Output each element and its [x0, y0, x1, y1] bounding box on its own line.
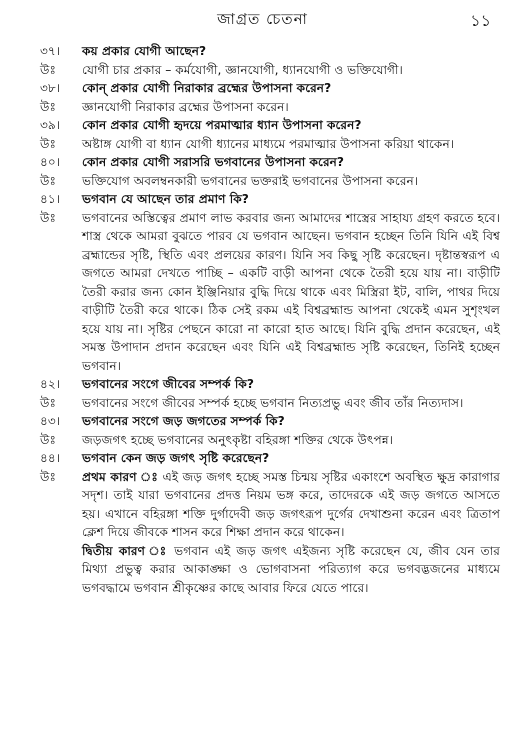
qa-item [40, 79, 500, 116]
question-number: ৪৩। [40, 414, 61, 428]
answer-text [82, 172, 500, 191]
reason-text: ভগবান এই জড় জগৎ এইজন্য সৃষ্টি করেছেন যে, জীব যেন তার মিথ্যা প্রভুত্ব করার আকাঙ্ক্ষা ও ভোগবাসনা পরিত্যাগ করে ভগবদ্ভজনের মাধ্যমে ভগবদ্ধামে ভগবান শ্রীকৃষ্ণের কাছে আবার ফিরে যেতে পারে। [82, 543, 500, 595]
qa-item [40, 42, 500, 79]
question-text: ভগবান কেন জড় জগৎ সৃষ্টি করেছেন? [82, 451, 270, 465]
answer-paragraph: ভগবানের অস্তিত্বের প্রমাণ লাভ করবার জন্য আমাদের শাস্ত্রের সাহায্য গ্রহণ করতে হবে। শাস্ত্র থেকে আমরা বুঝতে পারব যে ভগবান আছেন। ভগবান হচ্ছেন তিনি যিনি এই বিশ্ব ব্রহ্মান্ডের সৃষ্টি, স্থিতি এবং প্রলয়ের কারণ। যিনি সব কিছু সৃষ্টি করেছেন। দৃষ্টান্তস্বরূপ এ জগতে আমরা দেখতে পাচ্ছি – একটি বাড়ী আপনা থেকে তৈরী হয়ে যায় না। বাড়ীটি তৈরী করার জন্য কোন ইঞ্জিনিয়ার বুদ্ধি দিয়ে থাকে এবং মিস্ত্রিরা ইট, বালি, পাথর দিয়ে বাড়ীটি তৈরী করে থাকে। ঠিক সেই রকম এই বিশ্বব্রহ্মান্ড আপনা থেকেই এমন সুশৃংখল হয়ে যায় না। সৃষ্টির পেছনে কারো না কারো হাত আছে। যিনি বুদ্ধি প্রদান করেছেন, এই সমস্ত উপাদান প্রদান করেছেন এবং যিনি এই বিশ্বব্রহ্মান্ড সৃষ্টি করেছেন, তিনিই হচ্ছেন ভগবান। [82, 210, 500, 373]
answer-text [82, 98, 500, 117]
question-row [40, 375, 500, 394]
answer-row [40, 468, 500, 598]
question-number: ৪২। [40, 377, 61, 391]
question-text: কোন প্রকার যোগী সরাসরি ভগবানের উপাসনা করেন? [82, 155, 344, 169]
answer-row [40, 135, 500, 154]
answer-text [82, 61, 500, 80]
answer-paragraph [82, 468, 500, 542]
answer-text [82, 209, 500, 376]
question-number: ৪৪। [40, 451, 61, 465]
answer-paragraph: অষ্টাঙ্গ যোগী বা ধ্যান যোগী ধ্যানের মাধ্যমে পরমাত্মার উপাসনা করিয়া থাকেন। [82, 136, 455, 151]
question-number: ৪১। [40, 192, 61, 206]
answer-row [40, 394, 500, 413]
question-text: ভগবানের সংগে জড় জগতের সম্পর্ক কি? [82, 414, 285, 428]
reason-lead: প্রথম কারণ ঃ [82, 469, 159, 484]
qa-item [40, 190, 500, 375]
question-text: কয় প্রকার যোগী আছেন? [82, 44, 207, 58]
qa-list [40, 42, 500, 597]
question-number: ৪০। [40, 155, 61, 169]
answer-text [82, 135, 500, 154]
qa-item [40, 412, 500, 449]
answer-label: উঃ [40, 62, 56, 77]
question-number: ৩৭। [40, 44, 61, 58]
qa-item [40, 153, 500, 190]
question-text: কোন প্রকার যোগী হৃদয়ে পরমাত্মার ধ্যান উপাসনা করেন? [82, 118, 362, 132]
answer-paragraph: ভক্তিযোগ অবলম্বনকারী ভগবানের ভক্তরাই ভগবানের উপাসনা করেন। [82, 173, 419, 188]
question-text: ভগবান যে আছেন তার প্রমাণ কি? [82, 192, 249, 206]
question-row [40, 153, 500, 172]
answer-text [82, 394, 500, 413]
question-number: ৩৮। [40, 81, 61, 95]
qa-item [40, 375, 500, 412]
answer-text [82, 468, 500, 598]
question-row [40, 190, 500, 209]
question-row [40, 42, 500, 61]
question-row [40, 412, 500, 431]
qa-item [40, 449, 500, 597]
answer-label: উঃ [40, 469, 56, 484]
answer-label: উঃ [40, 395, 56, 410]
answer-label: উঃ [40, 173, 56, 188]
answer-row [40, 98, 500, 117]
question-row [40, 449, 500, 468]
reason-text: এই জড় জগৎ হচ্ছে সমস্ত চিন্ময় সৃষ্টির একাংশে অবস্থিত ক্ষুদ্র কারাগার সদৃশ। তাই যারা ভগবানের প্রদত্ত নিয়ম ভঙ্গ করে, তাদেরকে এই জড় জগতে আসতে হয়। এখানে বহিরঙ্গা শক্তি দুর্গাদেবী জড় জগৎরূপ দুর্গের দেখাশুনা করেন এবং ত্রিতাপ ক্লেশ দিয়ে জীবকে শাসন করে শিক্ষা প্রদান করে থাকেন। [82, 469, 500, 539]
answer-paragraph: জ্ঞানযোগী নিরাকার ব্রহ্মের উপাসনা করেন। [82, 99, 289, 114]
answer-paragraph: জড়জগৎ হচ্ছে ভগবানের অনুৎকৃষ্টা বহিরঙ্গা শক্তির থেকে উৎপন্ন। [82, 432, 394, 447]
running-title: জাগ্রত চেতনা [217, 10, 308, 28]
answer-label: উঃ [40, 99, 56, 114]
page-header [0, 8, 525, 36]
answer-label: উঃ [40, 210, 56, 225]
page-number: ১১ [470, 11, 491, 30]
answer-paragraph: যোগী চার প্রকার – কর্মযোগী, জ্ঞানযোগী, ধ্যানযোগী ও ভক্তিযোগী। [82, 62, 403, 77]
answer-row [40, 172, 500, 191]
question-number: ৩৯। [40, 118, 61, 132]
question-text: ভগবানের সংগে জীবের সম্পর্ক কি? [82, 377, 254, 391]
answer-label: উঃ [40, 432, 56, 447]
answer-row [40, 61, 500, 80]
answer-text [82, 431, 500, 450]
question-text: কোন্ প্রকার যোগী নিরাকার ব্রহ্মের উপাসনা করেন? [82, 81, 332, 95]
answer-paragraph [82, 542, 500, 598]
question-row [40, 79, 500, 98]
qa-item [40, 116, 500, 153]
answer-row [40, 431, 500, 450]
reason-lead: দ্বিতীয় কারণ ঃ [82, 543, 169, 558]
answer-label: উঃ [40, 136, 56, 151]
question-row [40, 116, 500, 135]
answer-row [40, 209, 500, 376]
answer-paragraph: ভগবানের সংগে জীবের সম্পর্ক হচ্ছে ভগবান নিত্যপ্রভু এবং জীব তাঁর নিত্যদাস। [82, 395, 464, 410]
